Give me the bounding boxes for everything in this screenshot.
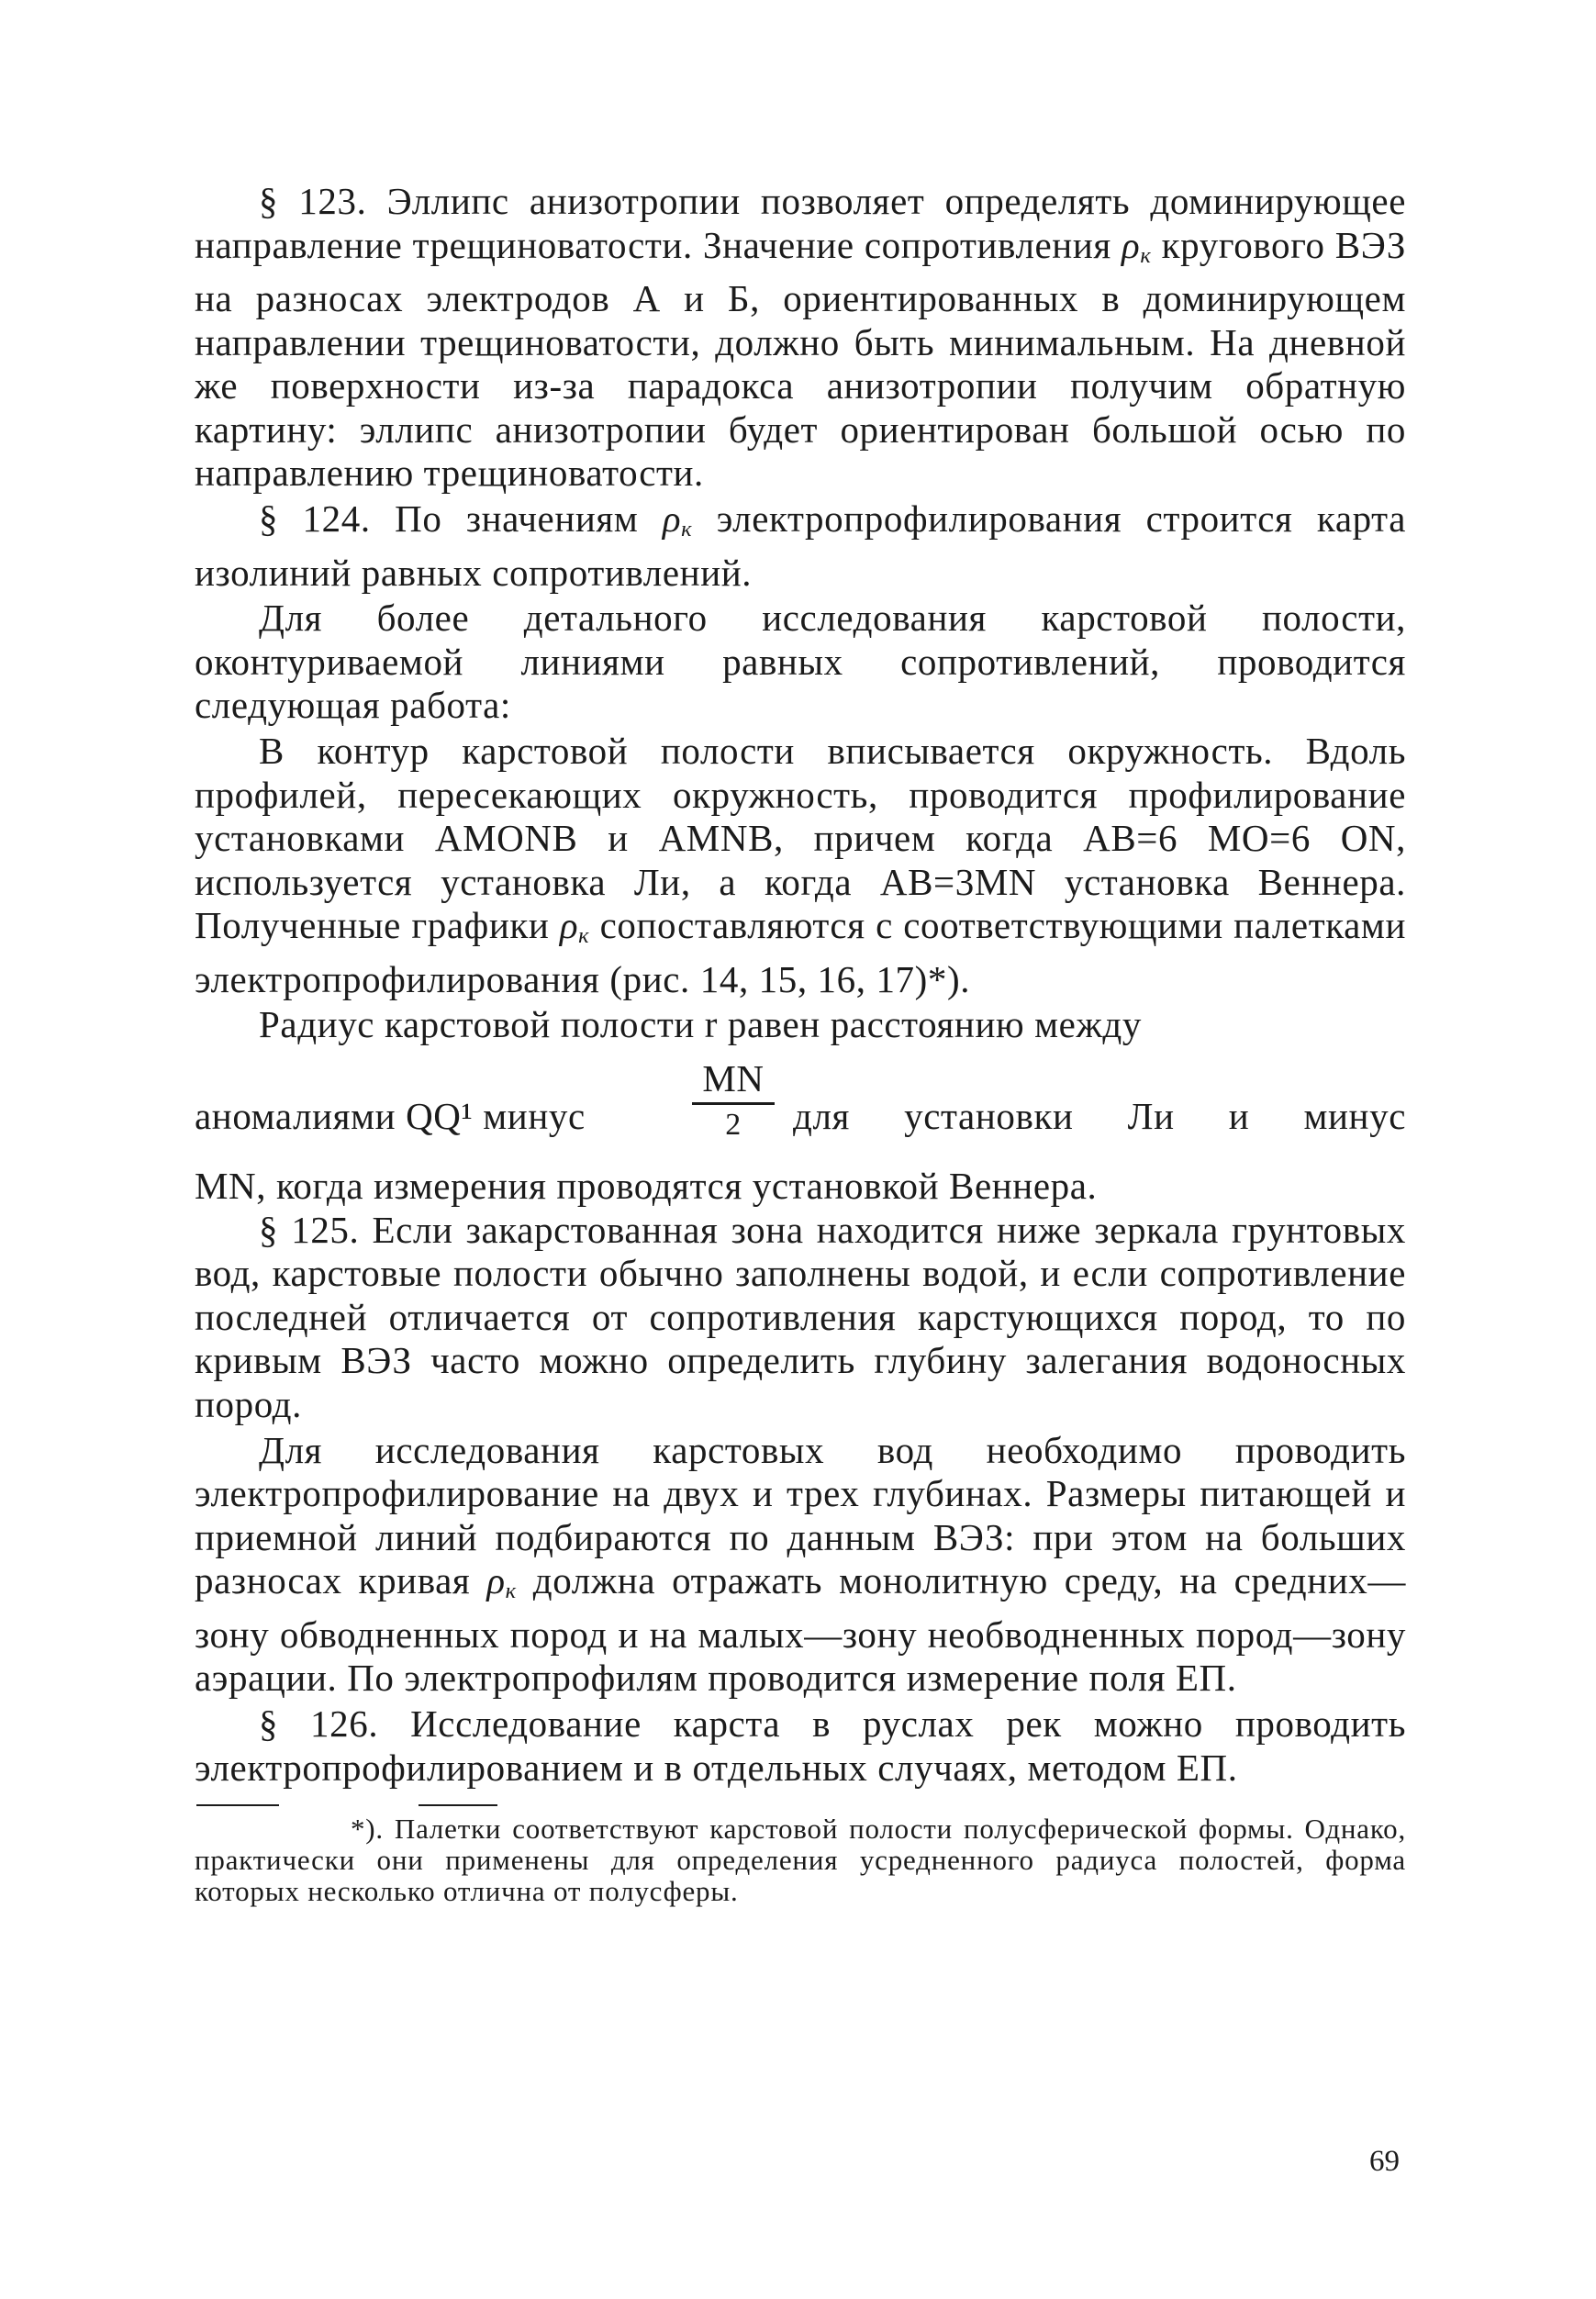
paragraph-detail-study xyxy=(195,597,1406,728)
paragraph-text: должна отражать монолитную среду, на средних—зону обводненных пород и на малых—зону необводненных пород—зону аэрации. По электропрофилям проводится измерение поля ЕП. xyxy=(195,1559,1406,1700)
paragraph-text: кругового ВЭЗ на разносах электродов А и Б, ориентированных в доминирующем направлении трещиноватости, должно быть минимальным. На дневной же поверхности из-за парадокса анизотропии получим обратную картину: эллипс анизотропии будет ориентирован большой осью по направлению трещиноватости. xyxy=(195,223,1406,495)
rho-symbol: $\rho_к$ xyxy=(662,497,693,541)
paragraph-karst-water xyxy=(195,1429,1406,1701)
paragraph-126 xyxy=(195,1702,1406,1790)
page-number: 69 xyxy=(1369,2145,1400,2178)
paragraph-text: Для более детального исследования карстовой полости, оконтуриваемой линиями равных сопротивлений, проводится следующая работа: xyxy=(195,597,1406,727)
paragraph-123 xyxy=(195,180,1406,496)
paragraph-125 xyxy=(195,1209,1406,1427)
rho-symbol: $\rho_к$ xyxy=(1122,223,1152,268)
rho-symbol: $\rho_к$ xyxy=(486,1559,517,1604)
rho-symbol: $\rho_к$ xyxy=(559,904,590,949)
paragraph-text: сопоставляются с соответствующими палетками электропрофилирования (рис. 14, 15, 16, 17)*). xyxy=(195,904,1406,1000)
paragraph-text: § 125. Если закарстованная зона находится ниже зеркала грунтовых вод, карстовые полости обычно заполнены водой, и если сопротивление последней отличается от сопротивления карстующихся пород, то по кривым ВЭЗ часто можно определить глубину залегания водоносных пород. xyxy=(195,1208,1406,1425)
formula-right-text: для установки Ли и минус xyxy=(793,1095,1406,1137)
fraction-numerator: MN xyxy=(692,1055,775,1105)
footnote-divider xyxy=(195,1801,1406,1814)
paragraph-text: § 123. Эллипс анизотропии позволяет определять доминирующее направление трещиноватости. Значение сопротивления xyxy=(195,180,1406,266)
fraction-denominator: 2 xyxy=(725,1108,742,1142)
fraction-mn-over-2 xyxy=(692,1055,775,1145)
paragraph-text: Для исследования карстовых вод необходимо проводить электропрофилирование на двух и трех глубинах. Размеры питающей и приемной линий подбираются по данным ВЭЗ: при этом на больших разносах кривая xyxy=(195,1428,1406,1602)
paragraph-text: В контур карстовой полости вписывается окружность. Вдоль профилей, пересекающих окружность, проводится профилирование установками AMONB и AMNB, причем когда АВ=6 МО=6 ON, используется установка Ли, а когда АВ=3MN установка Веннера. Полученные графики xyxy=(195,729,1406,947)
paragraph-radius-end xyxy=(195,1165,1406,1209)
formula-line xyxy=(195,1055,1406,1165)
page-body xyxy=(195,180,1406,1907)
paragraph-text: электропрофилирования строится карта изолиний равных сопротивлений. xyxy=(195,497,1406,594)
paragraph-text: § 124. По значениям xyxy=(259,497,639,541)
footnote-text: *). Палетки соответствуют карстовой полости полусферической формы. Однако, практически они применены для определения усредненного радиуса полостей, форма которых несколько отлична от полусферы. xyxy=(195,1813,1406,1908)
paragraph-text: MN, когда измерения проводятся установкой Веннера. xyxy=(195,1165,1098,1207)
paragraph-text: Радиус карстовой полости r равен расстоянию между xyxy=(259,1003,1142,1046)
paragraph-radius xyxy=(195,1003,1406,1047)
paragraph-124 xyxy=(195,497,1406,595)
formula-left-text: аномалиями QQ¹ минус xyxy=(195,1095,586,1137)
paragraph-text: § 126. Исследование карста в руслах рек можно проводить электропрофилированием и в отдельных случаях, методом ЕП. xyxy=(195,1702,1406,1789)
footnote xyxy=(195,1814,1406,1907)
paragraph-contour xyxy=(195,730,1406,1001)
